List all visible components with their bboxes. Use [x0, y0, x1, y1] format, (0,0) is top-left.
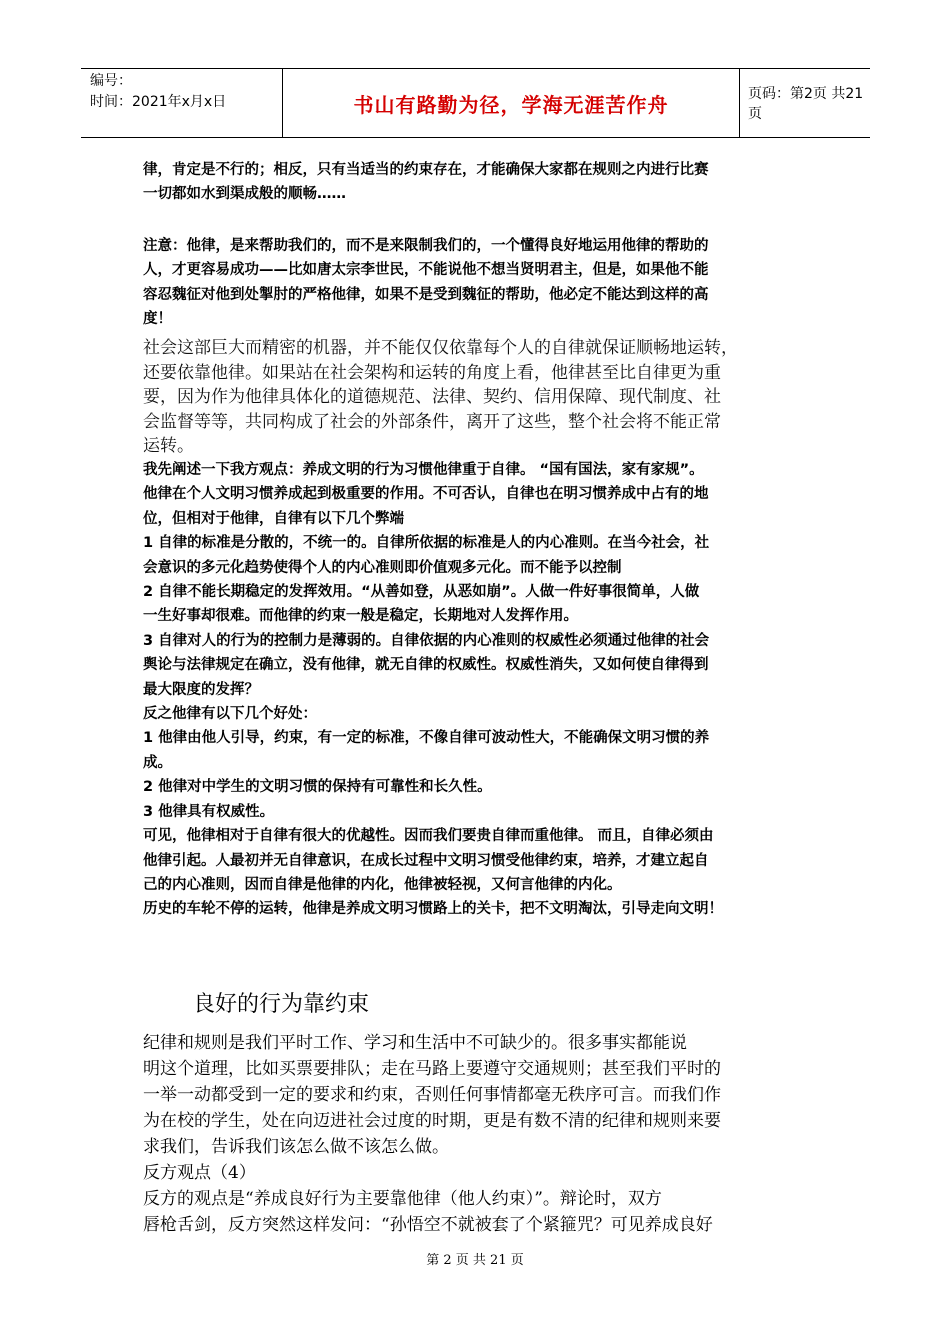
motto: 书山有路勤为径，学海无涯苦作舟 [353, 92, 669, 117]
text-line: 一生好事却很难。而他律的约束一般是稳定，长期地对人发挥作用。 [143, 608, 578, 625]
text-line: 人，才更容易成功——比如唐太宗李世民，不能说他不想当贤明君主，但是，如果他不能 [143, 262, 709, 279]
text-block-5 [143, 1030, 823, 1238]
text-line: 社会这部巨大而精密的机器，并不能仅仅依靠每个人的自律就保证顺畅地运转， [143, 338, 738, 358]
text-block-3 [143, 336, 823, 459]
text-line: 会意识的多元化趋势使得个人的内心准则即价值观多元化。而不能予以控制 [143, 559, 622, 576]
text-line: 唇枪舌剑，反方突然这样发问：“孙悟空不就被套了个紧箍咒？可见养成良好 [143, 1215, 713, 1235]
text-block-4 [143, 458, 823, 922]
text-line: 反方观点（4） [143, 1163, 256, 1183]
text-line: 反方的观点是“养成良好行为主要靠他律（他人约束）”。辩论时，双方 [143, 1189, 662, 1209]
text-line: 要，因为作为他律具体化的道德规范、法律、契约、信用保障、现代制度、社 [143, 387, 721, 407]
header-page-cell [740, 69, 870, 137]
text-line: 2 他律对中学生的文明习惯的保持有可靠性和长久性。 [143, 779, 492, 796]
text-line: 3 自律对人的行为的控制力是薄弱的。自律依据的内心准则的权威性必须通过他律的社会 [143, 632, 710, 649]
text-line: 我先阐述一下我方观点：养成文明的行为习惯他律重于自律。 “国有国法，家有家规”。 [143, 462, 704, 478]
text-line: 纪律和规则是我们平时工作、学习和生活中不可缺少的。很多事实都能说 [143, 1033, 687, 1053]
text-line: 成。 [143, 754, 172, 771]
text-line: 位，但相对于他律，自律有以下几个弊端 [143, 510, 404, 527]
page-header [81, 68, 870, 138]
text-line: 求我们，告诉我们该怎么做不该怎么做。 [143, 1137, 449, 1157]
text-line: 1 自律的标准是分散的，不统一的。自律所依据的标准是人的内心准则。在当今社会，社 [143, 535, 710, 552]
text-line: 3 他律具有权威性。 [143, 803, 275, 820]
text-line: 他律引起。人最初并无自律意识，在成长过程中文明习惯受他律约束，培养，才建立起自 [143, 852, 709, 869]
text-line: 可见，他律相对于自律有很大的优越性。因而我们要贵自律而重他律。 而且，自律必须由 [143, 828, 714, 845]
text-line: 2 自律不能长期稳定的发挥效用。“从善如登，从恶如崩”。人做一件好事很简单，人做 [143, 584, 700, 601]
text-line: 己的内心准则，因而自律是他律的内化，他律被轻视，又何言他律的内化。 [143, 876, 622, 893]
text-line: 还要依靠他律。如果站在社会架构和运转的角度上看，他律甚至比自律更为重 [143, 362, 721, 383]
section-title: 良好的行为靠约束 [193, 992, 370, 1017]
text-line: 他律在个人文明习惯养成起到极重要的作用。不可否认，自律也在明习惯养成中占有的地 [143, 486, 709, 503]
text-line: 容忍魏征对他到处掣肘的严格他律，如果不是受到魏征的帮助，他必定不能达到这样的高 [143, 286, 709, 303]
page-info: 页码：第2页 共21页 [748, 86, 864, 122]
header-motto-cell [283, 69, 740, 137]
text-line: 最大限度的发挥？ [143, 681, 259, 698]
text-line: 1 他律由他人引导，约束，有一定的标准，不像自律可波动性大，不能确保文明习惯的养 [143, 730, 710, 747]
text-line: 舆论与法律规定在确立，没有他律，就无自律的权威性。权威性消失，又如何使自律得到 [143, 657, 709, 674]
text-line: 明这个道理，比如买票要排队；走在马路上要遵守交通规则；甚至我们平时的 [143, 1059, 721, 1079]
text-line: 反之他律有以下几个好处： [143, 706, 317, 723]
text-line: 会监督等等，共同构成了社会的外部条件，离开了这些，整个社会将不能正常 [143, 411, 721, 432]
text-line: 注意：他律，是来帮助我们的，而不是来限制我们的，一个懂得良好地运用他律的帮助的 [143, 238, 709, 254]
text-block-2 [143, 234, 823, 332]
text-block-1 [143, 158, 823, 207]
header-meta [81, 69, 283, 137]
text-line: 为在校的学生，处在向迈进社会过度的时期，更是有数不清的纪律和规则来要 [143, 1111, 721, 1131]
text-line: 一举一动都受到一定的要求和约束，否则任何事情都毫无秩序可言。而我们作 [143, 1085, 721, 1105]
text-line: 历史的车轮不停的运转，他律是养成文明习惯路上的关卡，把不文明淘汰，引导走向文明！ [143, 901, 723, 918]
page-footer: 第 2 页 共 21 页 [426, 1253, 524, 1268]
text-line: 律，肯定是不行的；相反，只有当适当的约束存在，才能确保大家都在规则之内进行比赛 [143, 162, 709, 178]
number-label: 编号： [90, 73, 132, 89]
text-line: 度！ [143, 311, 172, 328]
text-line: 一切都如水到渠成般的顺畅…… [143, 186, 346, 203]
text-line: 运转。 [143, 436, 194, 456]
time-label: 时间：2021年x月x日 [90, 94, 227, 110]
